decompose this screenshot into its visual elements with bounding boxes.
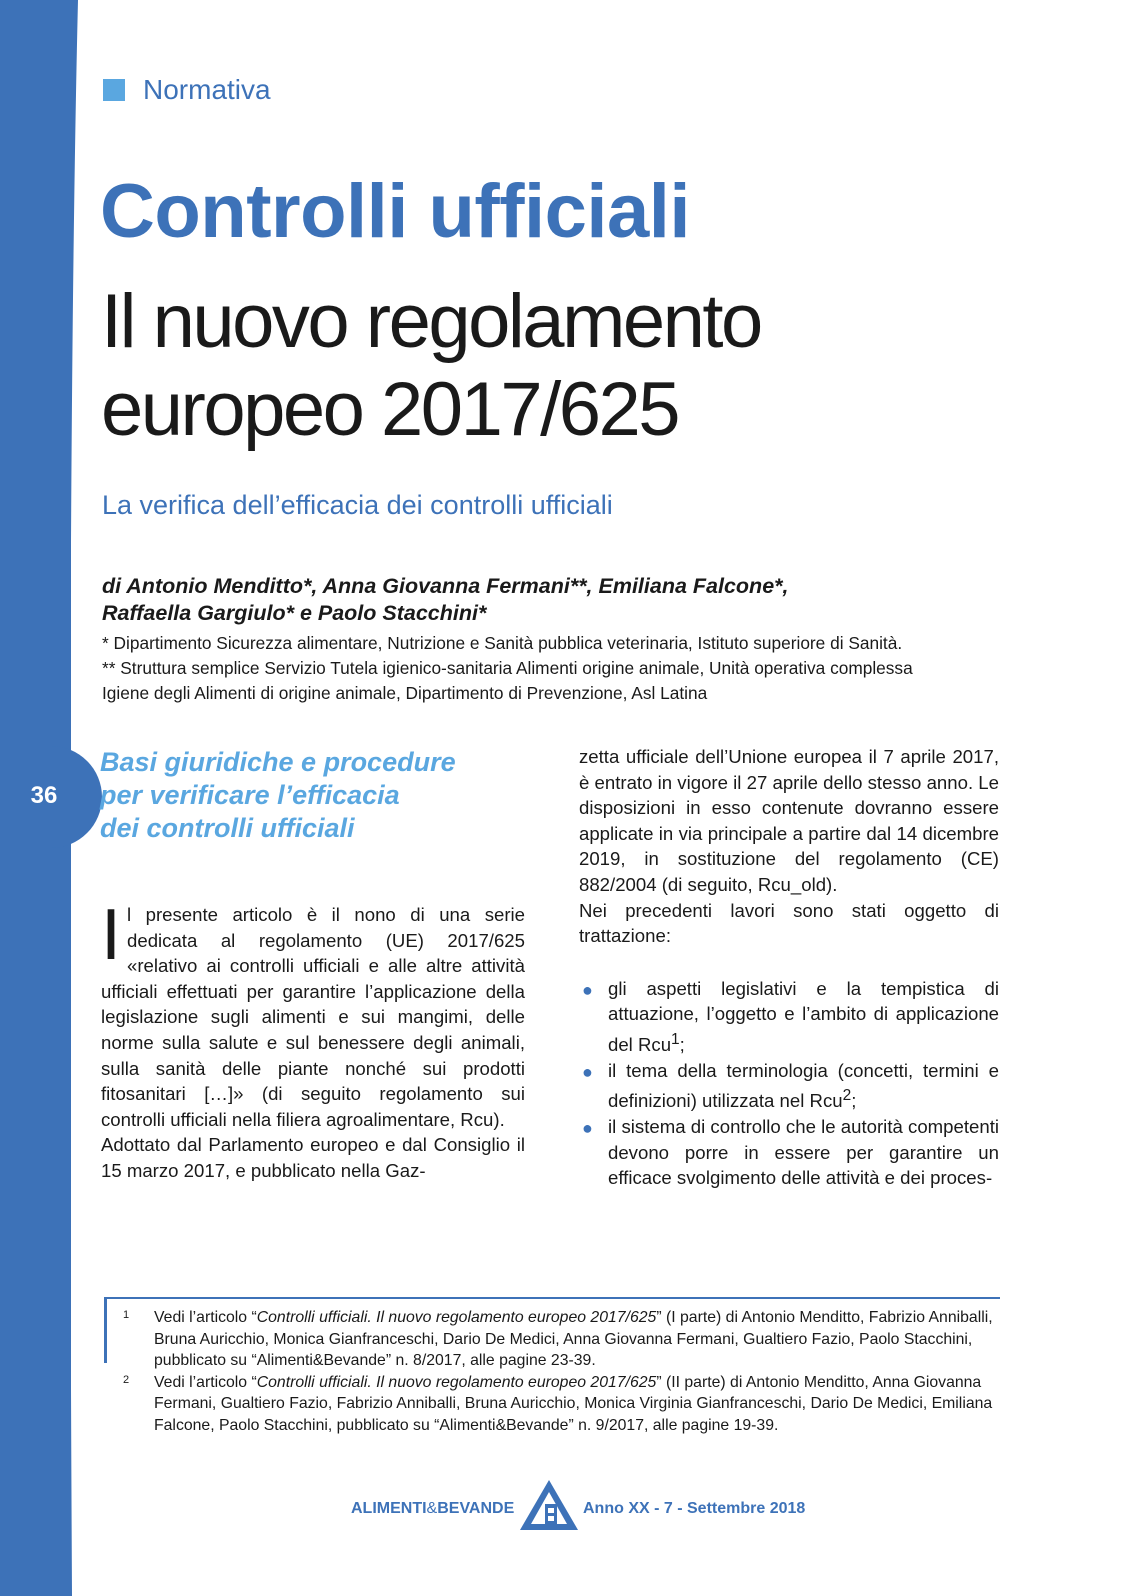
section-heading-line2: per verificare l’efficacia <box>100 780 400 810</box>
authors-line2: Raffaella Gargiulo* e Paolo Stacchini* <box>102 601 487 625</box>
affiliations <box>102 631 1002 706</box>
page-number: 36 <box>30 782 58 809</box>
body-paragraph-2-cont <box>579 744 999 898</box>
body-paragraph-3: Nei precedenti lavori sono stati oggetto di trattazione: <box>579 899 999 947</box>
ab-triangle-logo-icon <box>518 1478 580 1532</box>
footnote-bracket <box>104 1297 107 1363</box>
footnote-1: 1 Vedi l’articolo “Controlli ufficiali. Il nuovo regolamento europeo 2017/625” (I parte) di Antonio Menditto, Fabrizio Anniballi, Bruna Auricchio, Monica Gianfranceschi, Dario De Medici, Anna Giovanna Fermani, Gualtiero Fazio, Paolo Stacchini, pubblicato su “Alimenti&Bevande” n. 8/2017, alle pagine 23-39. <box>123 1307 1001 1372</box>
section-label: Normativa <box>143 74 271 105</box>
section-tag <box>103 74 271 106</box>
list-item: ● gli aspetti legislativi e la tempistica di attuazione, l’oggetto e l’ambito di applicazione del Rcu$^1$; <box>582 977 999 1056</box>
section-heading-line1: Basi giuridiche e procedure <box>100 747 456 777</box>
drop-cap: I <box>101 895 122 975</box>
bullet-list <box>579 976 999 1191</box>
article-subtitle: La verifica dell’efficacia dei controlli ufficiali <box>102 490 613 520</box>
bullet-icon: ● <box>582 1061 593 1082</box>
affiliation-line3: Igiene degli Alimenti di origine animale, Dipartimento di Prevenzione, Asl Latina <box>102 683 708 703</box>
article-title-sub-line2: europeo 2017/625 <box>101 367 679 452</box>
footnote-number: 1 <box>123 1309 130 1321</box>
article-title-sub-line1: Il nuovo regolamento <box>101 279 761 364</box>
footer-issue: Anno XX - 7 - Settembre 2018 <box>583 1500 806 1517</box>
footnote-2: 2 Vedi l’articolo “Controlli ufficiali. Il nuovo regolamento europeo 2017/625” (II parte) di Antonio Menditto, Anna Giovanna Fermani, Gualtiero Fazio, Fabrizio Anniballi, Bruna Auricchio, Monica Virginia Gianfranceschi, Dario De Medici, Emiliana Falcone, Paolo Stacchini, pubblicato su “Alimenti&Bevande” n. 9/2017, alle pagine 19-39. <box>123 1372 1001 1437</box>
body-paragraph-2-left: Adottato dal Parlamento europeo e dal Consiglio il 15 marzo 2017, e pubblicato nella Gaz- <box>101 1134 525 1181</box>
affiliation-line1: * Dipartimento Sicurezza alimentare, Nutrizione e Sanità pubblica veterinaria, Istituto superiore di Sanità. <box>102 633 903 653</box>
body-paragraph-2-start <box>101 1132 525 1183</box>
body-paragraph-2-right: zetta ufficiale dell’Unione europea il 7 aprile 2017, è entrato in vigore il 27 aprile dello stesso anno. Le disposizioni in esso contenute dovranno essere applicate in via principale a partire dal 14 dicembre 2019, in sostituzione del regolamento (CE) 882/2004 (di seguito, Rcu_old). <box>579 746 999 895</box>
body-paragraph-1-text: l presente articolo è il nono di una serie dedicata al regolamento (UE) 2017/625 «relativo ai controlli ufficiali e alle altre attività ufficiali effettuati per garantire l’applicazione della legislazione sugli alimenti e sui mangimi, delle norme sulla salute e sul benessere degli animali, sulla sanità delle piante nonché sui prodotti fitosanitari […]» (di seguito regolamento sui controlli ufficiali nella filiera agroalimentare, Rcu). <box>101 904 525 1130</box>
footnote-divider <box>104 1297 1000 1299</box>
bullet-icon: ● <box>582 1118 593 1139</box>
section-heading <box>100 746 520 845</box>
list-item: ● il tema della terminologia (concetti, termini e definizioni) utilizzata nel Rcu$^2$; <box>582 1059 999 1112</box>
section-square-icon <box>103 79 125 101</box>
article-title-sub <box>101 278 1001 454</box>
footnote-number: 2 <box>123 1373 130 1386</box>
authors <box>102 573 1002 627</box>
affiliation-line2: ** Struttura semplice Servizio Tutela igienico-sanitaria Alimenti origine animale, Unità operativa complessa <box>102 658 913 678</box>
list-item: ● il sistema di controllo che le autorità competenti devono porre in essere per garantire un efficace svolgimento delle attività e dei proces- <box>582 1116 999 1189</box>
article-title: Controlli ufficiali <box>100 169 691 254</box>
body-column-left <box>101 895 525 1184</box>
body-column-right <box>579 744 999 1191</box>
body-paragraph-1 <box>101 895 525 1132</box>
section-heading-line3: dei controlli ufficiali <box>100 813 355 843</box>
authors-line1: di Antonio Menditto*, Anna Giovanna Fermani**, Emiliana Falcone*, <box>102 574 789 598</box>
footnotes <box>123 1307 1001 1436</box>
footer-magazine-name: ALIMENTI&BEVANDE <box>351 1500 515 1517</box>
bullet-icon: ● <box>582 979 593 1000</box>
